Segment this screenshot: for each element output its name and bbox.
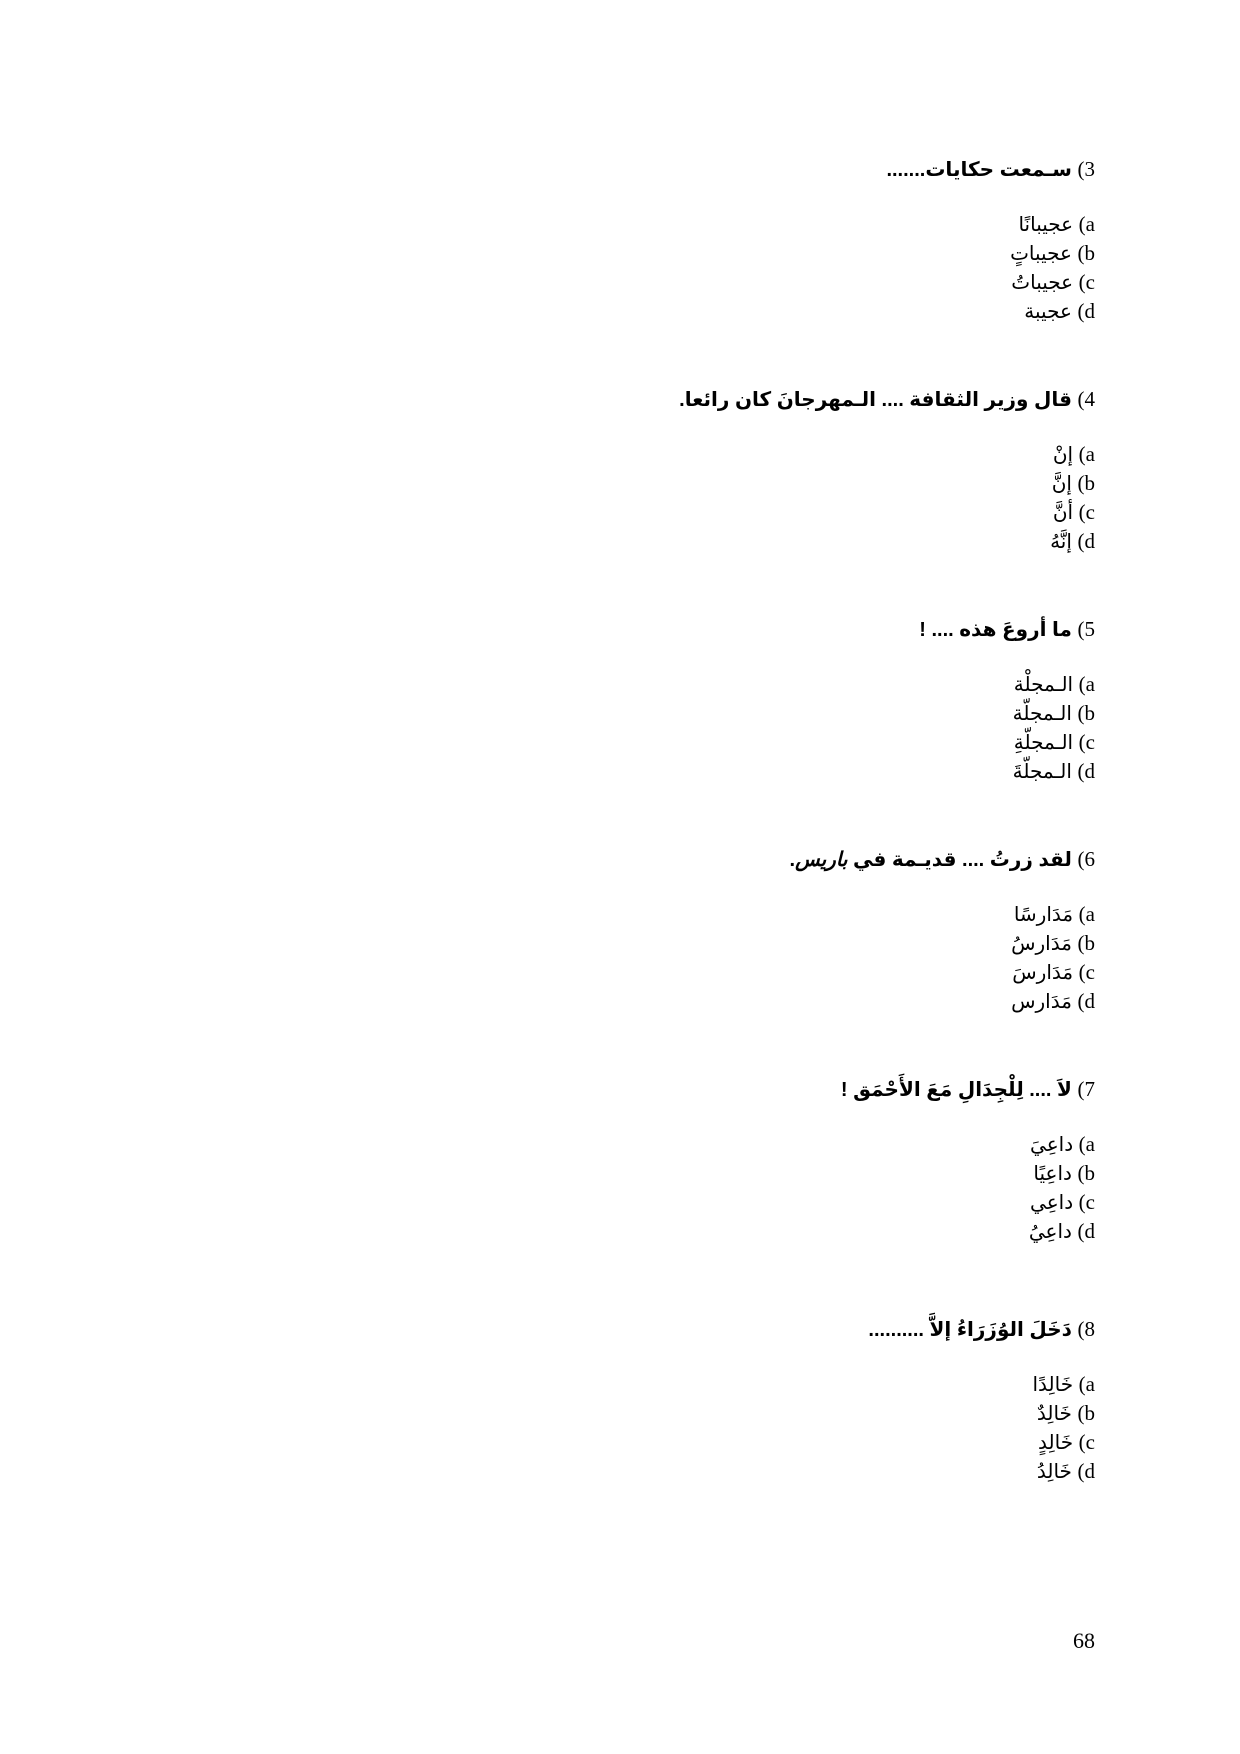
option-a[interactable] [395,440,1095,469]
option-a[interactable] [395,900,1095,929]
option-text: داعِي [1030,1192,1074,1214]
question-emphasis: باريس [795,849,848,871]
question-text [395,155,1095,184]
option-text: مَدَارس [1011,991,1072,1013]
option-text: مَدَارسُ [1011,933,1072,955]
option-label: c) [1078,1430,1095,1454]
option-text: الـمجلّةَ [1012,761,1072,783]
question-number: 8) [1077,1317,1095,1341]
option-label: c) [1078,730,1095,754]
question-text [395,845,1095,874]
option-b[interactable] [395,1159,1095,1188]
option-a[interactable] [395,670,1095,699]
option-text: عجيبة [1024,301,1072,323]
question-6 [395,845,1095,1016]
option-a[interactable] [395,210,1095,239]
option-label: a) [1078,902,1095,926]
option-label: a) [1078,1132,1095,1156]
question-text [395,615,1095,644]
option-text: عجيباتُ [1011,272,1074,294]
option-text: خَالِدٌ [1036,1403,1072,1425]
question-stem: دَخَلَ الوُزَرَاءُ إلاَّ .......... [868,1319,1072,1341]
question-stem-end: . [789,849,796,871]
option-label: b) [1077,471,1095,495]
option-text: خَالِدُ [1036,1461,1072,1483]
page-number: 68 [1073,1628,1095,1653]
option-text: عجيبانًا [1018,214,1074,236]
question-7 [395,1075,1095,1246]
option-c[interactable] [395,728,1095,757]
options-list [395,1370,1095,1486]
question-stem: قال وزير الثقافة .... الـمهرجانَ كان رائعا. [679,389,1072,411]
option-text: داعِيًا [1033,1163,1072,1185]
option-label: d) [1077,759,1095,783]
question-text [395,1315,1095,1344]
question-number: 6) [1077,847,1095,871]
question-4 [395,385,1095,556]
question-number: 4) [1077,387,1095,411]
option-d[interactable] [395,1217,1095,1246]
option-d[interactable] [395,527,1095,556]
option-label: c) [1078,1190,1095,1214]
option-b[interactable] [395,1399,1095,1428]
option-text: إنَّ [1051,473,1072,495]
option-label: b) [1077,241,1095,265]
option-label: d) [1077,299,1095,323]
option-d[interactable] [395,297,1095,326]
option-c[interactable] [395,268,1095,297]
option-label: d) [1077,1459,1095,1483]
option-text: الـمجلْة [1013,674,1074,696]
question-stem: لقد زرتُ .... قديـمة في [847,849,1072,871]
options-list [395,670,1095,786]
question-5 [395,615,1095,786]
option-text: مَدَارسَ [1012,962,1074,984]
option-c[interactable] [395,498,1095,527]
options-list [395,440,1095,556]
question-stem: لاَ .... لِلْجِدَالِ مَعَ الأَحْمَق ! [840,1079,1072,1101]
option-text: مَدَارسًا [1013,904,1074,926]
option-label: b) [1077,701,1095,725]
option-c[interactable] [395,1188,1095,1217]
option-b[interactable] [395,699,1095,728]
options-list [395,1130,1095,1246]
option-label: b) [1077,1161,1095,1185]
question-number: 5) [1077,617,1095,641]
question-number: 3) [1077,157,1095,181]
question-number: 7) [1077,1077,1095,1101]
option-a[interactable] [395,1370,1095,1399]
option-b[interactable] [395,239,1095,268]
option-label: d) [1077,989,1095,1013]
option-text: أنَّ [1052,502,1074,524]
option-d[interactable] [395,987,1095,1016]
options-list [395,900,1095,1016]
option-c[interactable] [395,958,1095,987]
option-label: a) [1078,442,1095,466]
option-label: b) [1077,1401,1095,1425]
question-text [395,385,1095,414]
option-label: d) [1077,1219,1095,1243]
question-text [395,1075,1095,1104]
option-text: الـمجلّةِ [1013,732,1074,754]
option-label: c) [1078,500,1095,524]
option-d[interactable] [395,1457,1095,1486]
option-text: إنْ [1052,444,1074,466]
option-label: a) [1078,212,1095,236]
option-label: d) [1077,529,1095,553]
option-c[interactable] [395,1428,1095,1457]
option-text: خَالِدًا [1032,1374,1074,1396]
option-text: عجيباتٍ [1010,243,1072,265]
option-a[interactable] [395,1130,1095,1159]
option-b[interactable] [395,929,1095,958]
options-list [395,210,1095,326]
option-text: داعِيُ [1028,1221,1072,1243]
option-b[interactable] [395,469,1095,498]
option-label: b) [1077,931,1095,955]
option-label: c) [1078,270,1095,294]
option-text: خَالِدٍ [1038,1432,1074,1454]
option-label: a) [1078,672,1095,696]
option-label: a) [1078,1372,1095,1396]
option-text: داعِيَ [1030,1134,1074,1156]
option-label: c) [1078,960,1095,984]
option-text: إنَّهُ [1050,531,1072,553]
question-8 [395,1315,1095,1486]
option-text: الـمجلّة [1012,703,1072,725]
question-stem: ما أروعَ هذه .... ! [919,619,1072,641]
question-stem: سـمعت حكايات....... [886,159,1072,181]
option-d[interactable] [395,757,1095,786]
question-3 [395,155,1095,326]
